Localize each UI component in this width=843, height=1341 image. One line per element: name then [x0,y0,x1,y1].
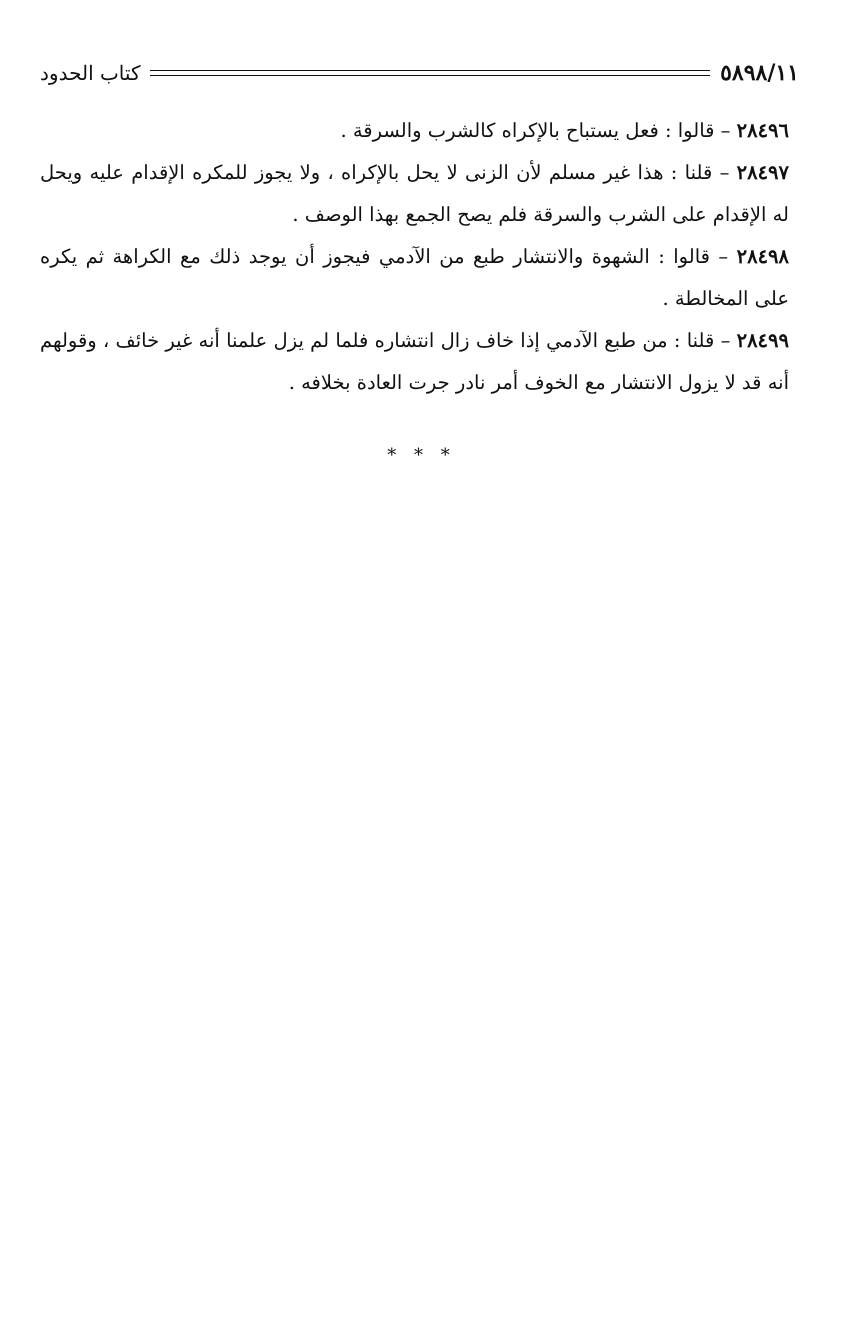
page-header [40,55,799,91]
paragraph-text: قلنا : هذا غير مسلم لأن الزنى لا يحل بالإكراه ، ولا يجوز للمكره الإقدام عليه ويحل له الإقدام على الشرب والسرقة فلم يصح الجمع بهذا الوصف . [40,161,789,226]
paragraph-number: ٢٨٤٩٦ [736,119,789,142]
header-rule [150,70,710,76]
paragraph-text: قالوا : فعل يستباح بالإكراه كالشرب والسرقة . [340,119,715,142]
paragraph-28496 [40,110,789,152]
paragraph-dash: – [719,161,730,184]
paragraph-28498 [40,236,789,320]
paragraph-number: ٢٨٤٩٧ [736,161,790,184]
book-title: كتاب الحدود [40,61,141,85]
body-text [40,110,789,404]
section-separator: * * * [387,445,456,466]
paragraph-dash: – [720,329,731,352]
paragraph-text: قالوا : الشهوة والانتشار طبع من الآدمي فيجوز أن يوجد ذلك مع الكراهة ثم يكره على المخالطة . [40,245,789,310]
paragraph-dash: – [720,119,731,142]
paragraph-dash: – [718,245,729,268]
paragraph-28497 [40,152,789,236]
paragraph-28499 [40,320,789,404]
paragraph-number: ٢٨٤٩٨ [736,245,789,268]
paragraph-number: ٢٨٤٩٩ [736,329,789,352]
paragraph-text: قلنا : من طبع الآدمي إذا خاف زال انتشاره فلما لم يزل علمنا أنه غير خائف ، وقولهم أنه قد لا يزول الانتشار مع الخوف أمر نادر جرت العادة بخلافه . [40,329,789,394]
page-number: ٥٨٩٨/١١ [720,60,799,86]
